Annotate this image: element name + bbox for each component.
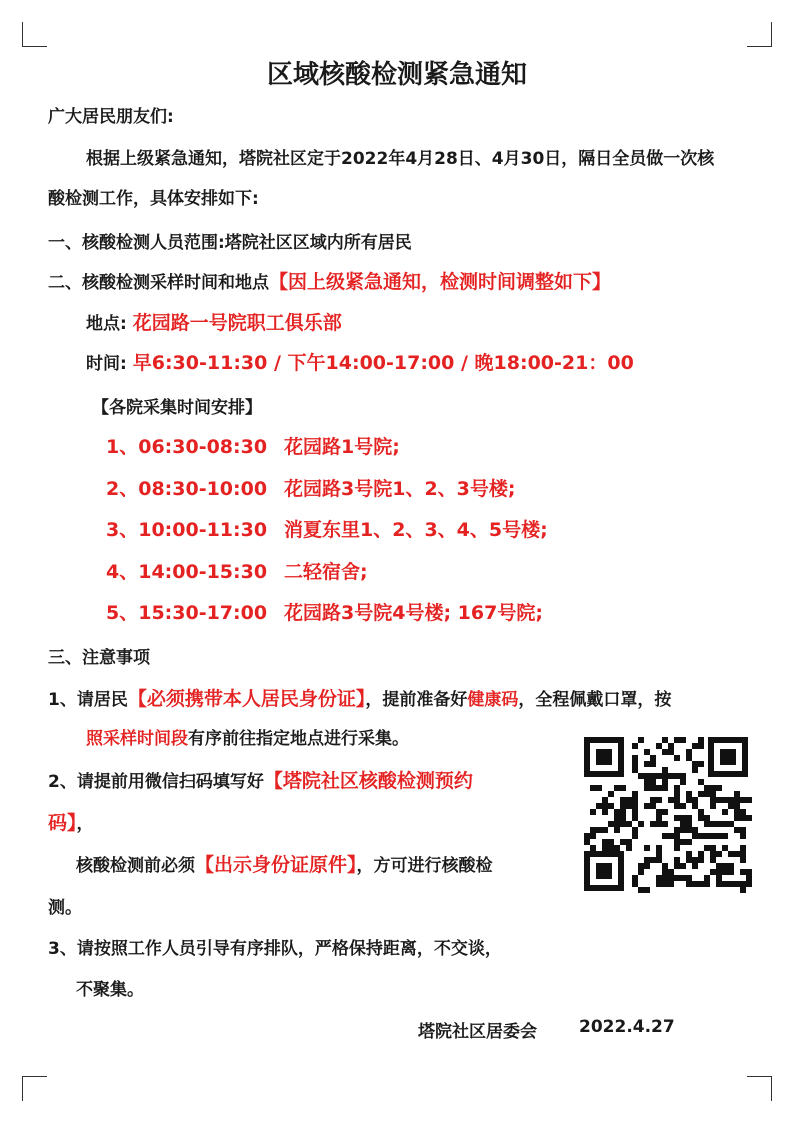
text-segment: 核酸检测前必须 — [76, 856, 195, 876]
text-segment: ，提前准备好 — [365, 690, 468, 710]
notice-item-1-cont — [86, 724, 409, 749]
highlight-appointment-code: 【塔院社区核酸检测预约 — [263, 770, 473, 792]
schedule-place: 消夏东里1、2、3、4、5号楼; — [284, 519, 548, 541]
schedule-time: 5、15:30-17:00 — [106, 602, 268, 624]
corner-mark-top-right — [747, 22, 772, 47]
page-title: 区域核酸检测紧急通知 — [266, 60, 527, 90]
schedule-place: 花园路3号院4号楼; 167号院; — [284, 602, 543, 624]
text-segment: 2、请提前用微信扫码填写好 — [48, 772, 264, 792]
section2-label: 二、核酸检测采样时间和地点 — [48, 273, 269, 293]
time-line — [86, 348, 634, 375]
text-segment: 1、请居民 — [48, 690, 128, 710]
section2-heading — [48, 267, 611, 294]
schedule-row — [106, 432, 400, 459]
location-line — [86, 308, 342, 335]
notice-item-2-line3 — [76, 850, 493, 877]
schedule-heading: 【各院采集时间安排】 — [92, 398, 262, 418]
location-label: 地点: — [86, 314, 127, 334]
corner-mark-top-left — [22, 22, 47, 47]
notice-item-3-cont: 不聚集。 — [76, 980, 144, 1000]
location-value: 花园路一号院职工俱乐部 — [132, 312, 342, 334]
schedule-row — [106, 515, 548, 542]
intro-line-1: 根据上级紧急通知，塔院社区定于2022年4月28日、4月30日，隔日全员做一次核 — [86, 149, 715, 169]
schedule-row — [106, 557, 368, 584]
time-value: 早6:30-11:30 / 下午14:00-17:00 / 晚18:00-21：00 — [132, 352, 634, 374]
time-label: 时间: — [86, 354, 127, 374]
section2-note: 【因上级紧急通知，检测时间调整如下】 — [269, 271, 612, 293]
schedule-place: 花园路1号院; — [284, 436, 400, 458]
date: 2022.4.27 — [579, 1017, 675, 1037]
highlight-time-slot: 照采样时间段 — [86, 729, 188, 749]
notice-item-2-cont — [48, 808, 94, 835]
schedule-place: 二轻宿舍; — [284, 561, 368, 583]
text-segment: ，方可进行核酸检 — [356, 856, 493, 876]
schedule-row — [106, 474, 515, 501]
notice-item-2 — [48, 766, 473, 793]
signature: 塔院社区居委会 — [418, 1022, 537, 1042]
notice-item-3: 3、请按照工作人员引导有序排队，严格保持距离，不交谈， — [48, 939, 502, 959]
schedule-time: 4、14:00-15:30 — [106, 561, 268, 583]
notice-item-1 — [48, 684, 671, 711]
text-segment: 有序前往指定地点进行采集。 — [188, 729, 409, 749]
section3-heading: 三、注意事项 — [48, 648, 150, 668]
schedule-row — [106, 598, 543, 625]
intro-line-2: 酸检测工作，具体安排如下: — [48, 189, 259, 209]
corner-mark-bottom-right — [747, 1076, 772, 1101]
schedule-time: 1、06:30-08:30 — [106, 436, 268, 458]
text-segment: ， — [76, 814, 94, 834]
schedule-time: 3、10:00-11:30 — [106, 519, 268, 541]
qr-code-image — [580, 733, 752, 895]
highlight-appointment-code-end: 码】 — [48, 812, 77, 834]
section1: 一、核酸检测人员范围:塔院社区区域内所有居民 — [48, 233, 412, 253]
highlight-id-card: 【必须携带本人居民身份证】 — [127, 688, 366, 710]
greeting: 广大居民朋友们: — [48, 107, 174, 127]
corner-mark-bottom-left — [22, 1076, 47, 1101]
schedule-time: 2、08:30-10:00 — [106, 478, 268, 500]
highlight-id-original: 【出示身份证原件】 — [195, 854, 357, 876]
notice-item-2-line4: 测。 — [48, 898, 82, 918]
text-segment: ，全程佩戴口罩，按 — [518, 690, 672, 710]
highlight-health-code: 健康码 — [467, 690, 519, 710]
schedule-place: 花园路3号院1、2、3号楼; — [284, 478, 516, 500]
